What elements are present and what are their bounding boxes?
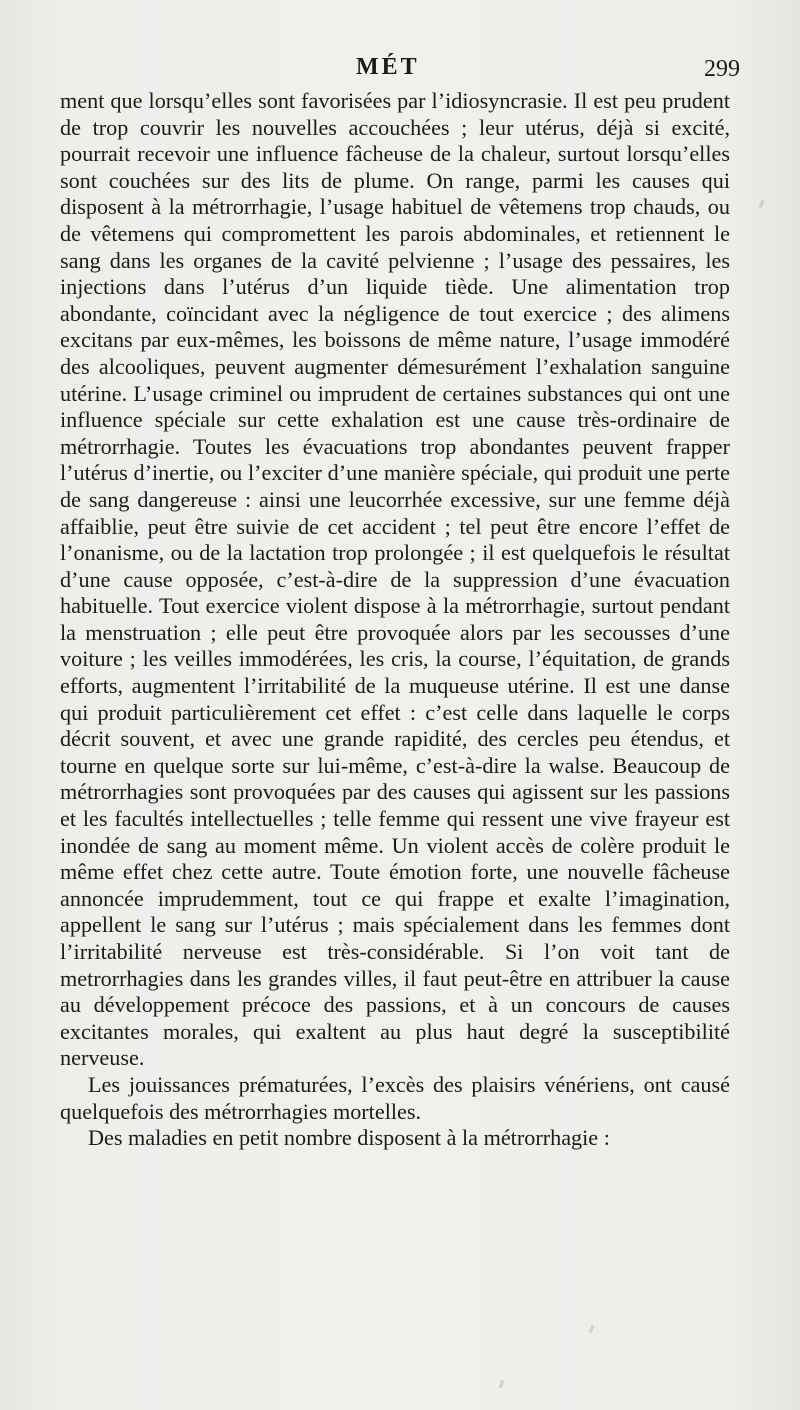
paragraph-1: ment que lorsqu’elles sont favorisées par l’idiosyncrasie. Il est peu prudent de trop couvrir les nouvelles accouchées ; leur utérus, déjà si excité, pourrait recevoir une influence fâcheuse de la chaleur, surtout lorsqu’elles sont couchées sur des lits de plume. On range, parmi les causes qui disposent à la métrorrhagie, l’usage habituel de vêtemens trop chauds, ou de vêtemens qui compromettent les parois abdominales, et retiennent le sang dans les organes de la cavité pelvienne ; l’usage des pessaires, les injections dans l’utérus d’un liquide tiède. Une alimentation trop abondante, coïncidant avec la négligence de tout exercice ; des alimens excitans par eux-mêmes, les boissons de même nature, l’usage immodéré des alcooliques, peuvent augmenter démesurément l’exhalation sanguine utérine. L’usage criminel ou imprudent de certaines substances qui ont une influence spéciale sur cette exhalation est une cause très-ordinaire de métrorrhagie. Toutes les évacuations trop abondantes peuvent frapper l’utérus d’inertie, ou l’exciter d’une manière spéciale, qui produit une perte de sang dangereuse : ainsi une leucorrhée excessive, sur une femme déjà affaiblie, peut être suivie de cet accident ; tel peut être encore l’effet de l’onanisme, ou de la lactation trop prolongée ; il est quelquefois le résultat d’une cause opposée, c’est-à-dire de la suppression d’une évacuation habituelle. Tout exercice violent dispose à la métrorrhagie, surtout pendant la menstruation ; elle peut être provoquée alors par les secousses d’une voiture ; les veilles immodérées, les cris, la course, l’équitation, de grands efforts, augmentent l’irritabilité de la muqueuse utérine. Il est une danse qui produit particulièrement cet effet : c’est celle dans laquelle le corps décrit souvent, et avec une grande rapidité, des cercles peu étendus, et tourne en quelque sorte sur lui-même, c’est-à-dire la walse. Beaucoup de métrorrhagies sont provoquées par des causes qui agissent sur les passions et les facultés intellectuelles ; telle femme qui ressent une vive frayeur est inondée de sang au moment même. Un violent accès de colère produit le même effet chez cette autre. Toute émotion forte, une nouvelle fâcheuse annoncée imprudemment, tout ce qui frappe et exalte l’imagination, appellent le sang sur l’utérus ; mais spécialement dans les femmes dont l’irritabilité nerveuse est très-considérable. Si l’on voit tant de metrorrhagies dans les grandes villes, il faut peut-être en attribuer la cause au développement précoce des passions, et à un concours de causes excitantes morales, qui exaltent au plus haut degré la susceptibilité nerveuse. [60, 88, 730, 1071]
paper-speck [589, 1325, 595, 1334]
page-header [60, 54, 740, 88]
running-head: MÉT [356, 54, 420, 80]
paper-speck [499, 1380, 505, 1389]
page-number: 299 [704, 56, 740, 82]
body-text [60, 88, 730, 1152]
paper-speck [759, 200, 765, 209]
paragraph-2: Les jouissances prématurées, l’excès des plaisirs vénériens, ont causé quelquefois des métrorrhagies mortelles. [60, 1071, 730, 1124]
paragraph-3: Des maladies en petit nombre disposent à la métrorrhagie : [88, 1125, 610, 1151]
